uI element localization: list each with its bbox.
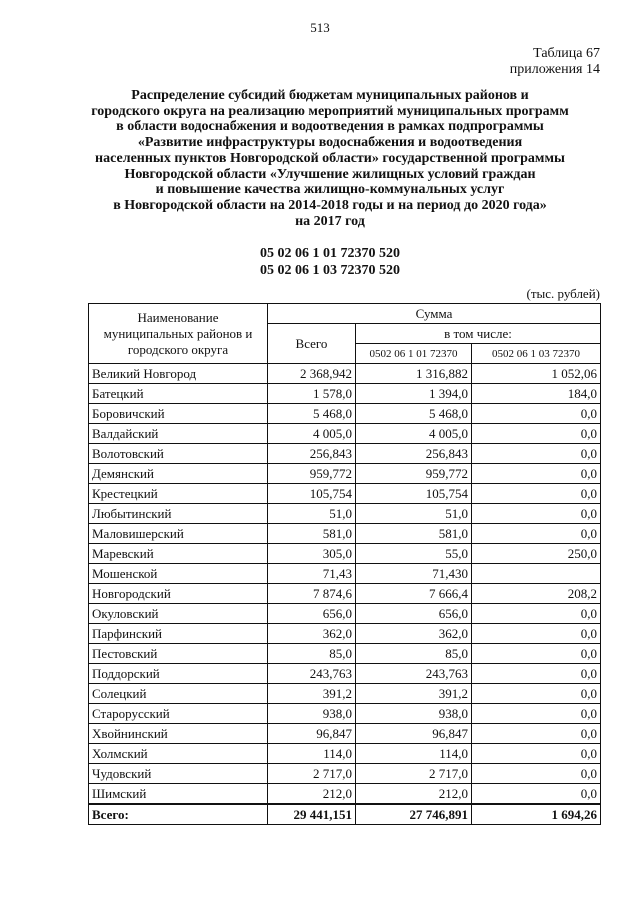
row-code-2: 0,0 [472,664,601,684]
row-code-1: 51,0 [356,504,472,524]
title-line: Распределение субсидий бюджетам муниципальных районов и [131,88,529,103]
district-name: Солецкий [89,684,268,704]
district-name: Холмский [89,744,268,764]
row-total: 51,0 [268,504,356,524]
row-code-1: 1 316,882 [356,364,472,384]
row-code-2: 0,0 [472,724,601,744]
row-code-2: 0,0 [472,604,601,624]
row-code-1: 105,754 [356,484,472,504]
table-row [89,764,601,784]
row-total: 305,0 [268,544,356,564]
district-name: Демянский [89,464,268,484]
district-name: Окуловский [89,604,268,624]
title-line: в Новгородской области на 2014-2018 годы и на период до 2020 года» [113,197,547,213]
row-total: 114,0 [268,744,356,764]
row-total: 959,772 [268,464,356,484]
row-code-2: 184,0 [472,384,601,404]
table-row [89,684,601,704]
row-total: 391,2 [268,684,356,704]
row-code-1: 362,0 [356,624,472,644]
row-code-2: 0,0 [472,444,601,464]
row-code-2: 1 052,06 [472,364,601,384]
table-row [89,584,601,604]
table-row [89,644,601,664]
district-name: Крестецкий [89,484,268,504]
row-total: 256,843 [268,444,356,464]
row-code-2: 0,0 [472,424,601,444]
row-code-2: 0,0 [472,624,601,644]
district-name: Шимский [89,784,268,805]
title-line: в области водоснабжения и водоотведения в рамках подпрограммы [116,119,544,135]
district-name: Парфинский [89,624,268,644]
budget-codes [60,246,600,279]
row-code-2: 0,0 [472,784,601,805]
page-number: 513 [310,20,330,35]
row-total: 71,43 [268,564,356,584]
budget-code: 05 02 06 1 01 72370 520 [260,246,400,261]
subsidy-table [88,303,601,825]
total-code-1: 27 746,891 [356,804,472,825]
row-total: 2 717,0 [268,764,356,784]
total-row [89,804,601,825]
row-total: 243,763 [268,664,356,684]
row-code-1: 4 005,0 [356,424,472,444]
row-code-2: 0,0 [472,644,601,664]
row-total: 105,754 [268,484,356,504]
district-name: Пестовский [89,644,268,664]
table-row [89,444,601,464]
table-row [89,604,601,624]
row-total: 581,0 [268,524,356,544]
row-code-2: 0,0 [472,404,601,424]
row-code-1: 256,843 [356,444,472,464]
table-row [89,564,601,584]
district-name: Батецкий [89,384,268,404]
district-name: Мошенской [89,564,268,584]
table-body [89,364,601,805]
appendix-number: приложения 14 [509,62,600,77]
table-row [89,624,601,644]
header-total: Всего [268,324,356,364]
district-name: Маревский [89,544,268,564]
district-name: Валдайский [89,424,268,444]
row-code-2: 0,0 [472,704,601,724]
row-code-1: 938,0 [356,704,472,724]
table-row [89,364,601,384]
table-number: Таблица 67 [533,46,600,61]
table-row [89,744,601,764]
title-line: «Развитие инфраструктуры водоснабжения и водоотведения [137,135,523,151]
row-code-1: 959,772 [356,464,472,484]
row-code-1: 96,847 [356,724,472,744]
row-total: 938,0 [268,704,356,724]
total-code-2: 1 694,26 [472,804,601,825]
row-code-2: 0,0 [472,524,601,544]
row-total: 85,0 [268,644,356,664]
units-label: (тыс. рублей) [526,286,600,301]
title-line: населенных пунктов Новгородской области» государственной программы [95,150,565,166]
title-line: Новгородской области «Улучшение жилищных условий граждан [124,166,536,182]
district-name: Великий Новгород [89,364,268,384]
district-name: Хвойнинский [89,724,268,744]
row-code-2: 0,0 [472,684,601,704]
table-row [89,484,601,504]
title-line: городского округа на реализацию мероприятий муниципальных программ [91,103,569,119]
table-row [89,384,601,404]
table-row [89,784,601,805]
title-line: и повышение качества жилищно-коммунальных услуг [155,182,505,198]
row-code-1: 71,430 [356,564,472,584]
table-row [89,524,601,544]
row-code-1: 581,0 [356,524,472,544]
row-total: 96,847 [268,724,356,744]
table-row [89,464,601,484]
row-code-1: 391,2 [356,684,472,704]
row-code-1: 212,0 [356,784,472,805]
row-total: 4 005,0 [268,424,356,444]
row-code-2: 0,0 [472,484,601,504]
district-name: Чудовский [89,764,268,784]
header-name: Наименование муниципальных районов и городского округа [89,304,268,364]
row-code-1: 114,0 [356,744,472,764]
table-row [89,404,601,424]
row-total: 7 874,6 [268,584,356,604]
district-name: Новгородский [89,584,268,604]
row-code-2: 0,0 [472,504,601,524]
document-title [60,88,600,229]
district-name: Волотовский [89,444,268,464]
row-code-2: 250,0 [472,544,601,564]
header-code-2: 0502 06 1 03 72370 [472,344,601,364]
row-code-2: 0,0 [472,764,601,784]
appendix-reference [510,46,600,78]
district-name: Маловишерский [89,524,268,544]
district-name: Поддорский [89,664,268,684]
row-code-1: 7 666,4 [356,584,472,604]
total-sum: 29 441,151 [268,804,356,825]
header-including: в том числе: [356,324,601,344]
row-total: 1 578,0 [268,384,356,404]
row-code-1: 243,763 [356,664,472,684]
district-name: Боровичский [89,404,268,424]
table-row [89,424,601,444]
header-code-1: 0502 06 1 01 72370 [356,344,472,364]
row-code-2 [472,564,601,584]
row-total: 212,0 [268,784,356,805]
table-row [89,724,601,744]
row-total: 656,0 [268,604,356,624]
row-total: 5 468,0 [268,404,356,424]
row-total: 2 368,942 [268,364,356,384]
table-row [89,664,601,684]
total-label: Всего: [89,804,268,825]
row-code-2: 0,0 [472,744,601,764]
table-row [89,504,601,524]
district-name: Любытинский [89,504,268,524]
district-name: Старорусский [89,704,268,724]
row-code-1: 55,0 [356,544,472,564]
row-code-1: 2 717,0 [356,764,472,784]
table-row [89,544,601,564]
budget-code: 05 02 06 1 03 72370 520 [260,262,400,278]
row-code-1: 1 394,0 [356,384,472,404]
row-code-1: 85,0 [356,644,472,664]
row-code-2: 208,2 [472,584,601,604]
header-sum: Сумма [268,304,601,324]
row-code-2: 0,0 [472,464,601,484]
row-code-1: 656,0 [356,604,472,624]
row-code-1: 5 468,0 [356,404,472,424]
table-row [89,704,601,724]
row-total: 362,0 [268,624,356,644]
title-line: на 2017 год [295,213,365,229]
